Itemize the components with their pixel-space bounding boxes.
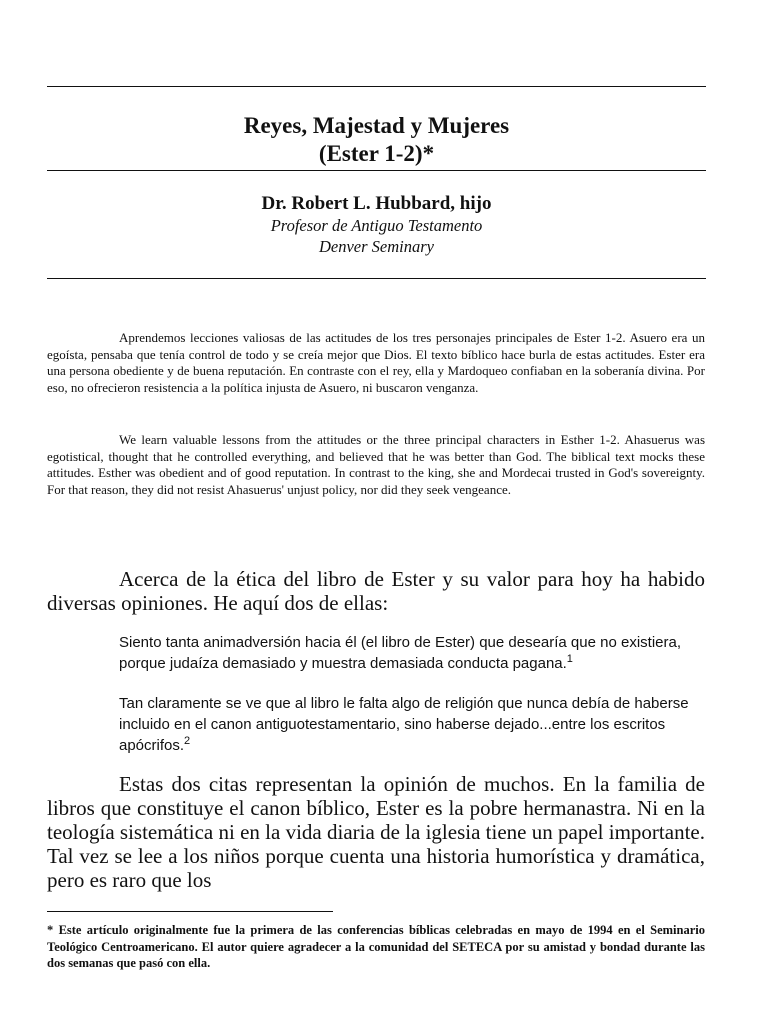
header-bottom-rule — [47, 278, 706, 279]
top-rule — [47, 86, 706, 87]
title-line-1: Reyes, Majestad y Mujeres — [243, 113, 510, 138]
intro-paragraph: Acerca de la ética del libro de Ester y su valor para hoy ha habido diversas opiniones. He aquí dos de ellas: — [47, 567, 705, 615]
quote-2-text: Tan claramente se ve que al libro le falta algo de religión que nunca debía de haberse incluido en el canon antiguotestamentario, sino haberse dejado...entre los escritos apócrifos. — [119, 695, 689, 754]
footnote-rule — [47, 911, 333, 912]
title-rule — [47, 170, 706, 171]
abstract-english: We learn valuable lessons from the attitudes or the three principal characters in Esther 1-2. Ahasuerus was egotistical, thought that he controlled everything, and believed that he was better than God. The biblical text mocks these attitudes. Esther was obedient and of good reputation. In contrast to the king, she and Mordecai trusted in God's sovereignty. For that reason, they did not resist Ahasuerus' unjust policy, nor did they seek vengeance. — [47, 432, 705, 497]
footnote-ref-1: 1 — [566, 653, 573, 665]
footnote-ref-2: 2 — [184, 735, 191, 747]
article-title — [47, 112, 706, 168]
author-position: Profesor de Antiguo Testamento — [270, 216, 483, 235]
quote-1-text: Siento tanta animadversión hacia él (el libro de Ester) que desearía que no existiera, porque judaíza demasiado y muestra demasiada conducta pagana. — [119, 634, 681, 672]
block-quote-1 — [119, 632, 705, 674]
title-line-2: (Ester 1-2)* — [318, 141, 435, 166]
footnote: * Este artículo originalmente fue la primera de las conferencias bíblicas celebradas en mayo de 1994 en el Seminario Teológico Centroamericano. El autor quiere agradecer a la comunidad del SETECA por su amistad y bondad durante las dos semanas que pasó con ella. — [47, 923, 705, 970]
abstract-spanish: Aprendemos lecciones valiosas de las actitudes de los tres personajes principales de Ester 1-2. Asuero era un egoísta, pensaba que tenía control de todo y se creía mejor que Dios. El texto bíblico hace burla de estas actitudes. Ester era una persona obediente y de buena reputación. En contraste con el rey, ella y Mardoqueo confiaban en la soberanía divina. Por eso, no ofrecieron resistencia a la política injusta de Asuero, ni buscaron venganza. — [47, 330, 705, 395]
author-institution: Denver Seminary — [318, 237, 434, 256]
author-name: Dr. Robert L. Hubbard, hijo — [261, 193, 492, 214]
body-paragraph-2: Estas dos citas representan la opinión de muchos. En la familia de libros que constituye el canon bíblico, Ester es la pobre hermanastra. Ni en la teología sistemática ni en la vida diaria de la iglesia tiene un papel importante. Tal vez se lee a los niños porque cuenta una historia humorística y dramática, pero es raro que los — [47, 772, 705, 892]
block-quote-2 — [119, 693, 705, 756]
